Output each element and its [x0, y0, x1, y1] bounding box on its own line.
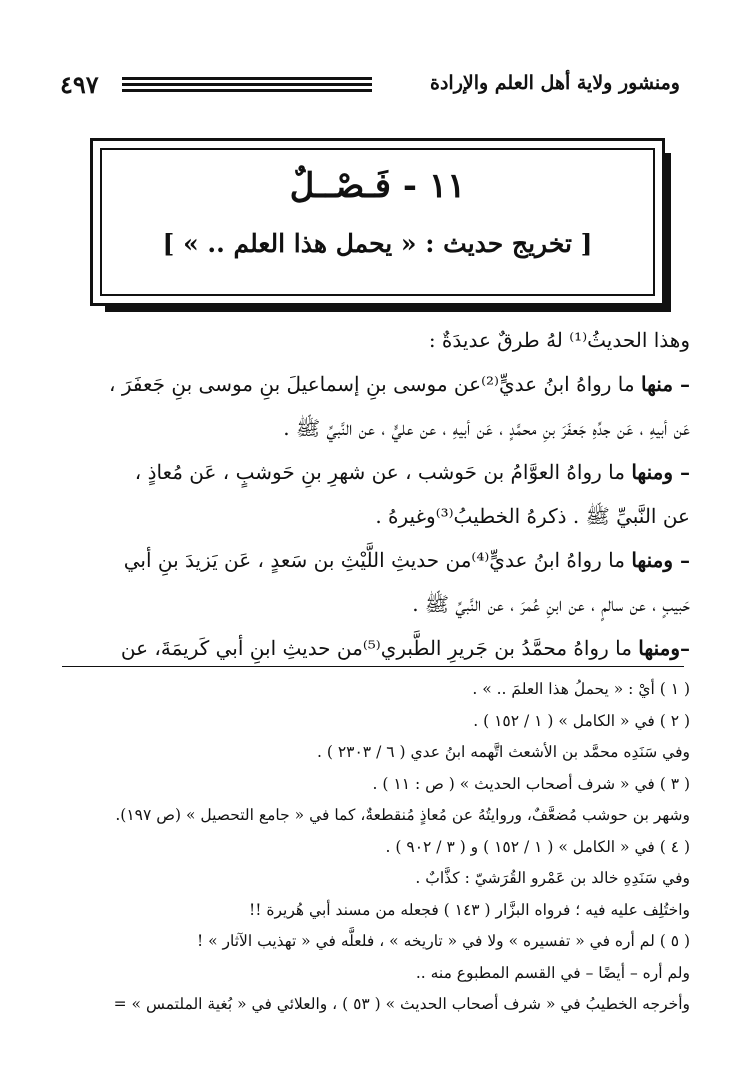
- body-line: عَن أبيهِ ، عَن جدِّهِ جَعفَرَ بنِ محمَّدٍ ، عَن أبيهِ ، عن عليٍّ ، عن النَّبيِّ ﷺ .: [283, 416, 690, 440]
- body-line: [50, 450, 690, 494]
- footnote-line: ولم أره – أيضًا – في القسم المطبوع منه ..: [415, 963, 690, 982]
- footnote-line: واختُلِف عليه فيه ؛ فرواه البزَّار ( ١٤٣ ) فجعله من مسند أبي هُريرة !!: [249, 900, 690, 919]
- footnote-line: وفي سَنَدِه محمَّد بن الأشعث اتَّهمه ابنُ عدي ( ٦ / ٢٣٠٣ ) .: [317, 743, 690, 761]
- chapter-title: ١١ - فَـصْــلٌ: [289, 166, 466, 206]
- chapter-heading-box: [90, 138, 665, 306]
- line-lead: – منها: [640, 372, 690, 396]
- body-text: [50, 318, 690, 670]
- footnotes: [50, 674, 690, 1021]
- header-rule: [122, 77, 372, 95]
- line-lead: – ومنها: [631, 548, 690, 572]
- footnote-separator: [62, 666, 684, 667]
- footnote-line: ( ٢ ) في « الكامل » ( ١ / ١٥٢ ) .: [473, 711, 690, 730]
- line-text: ما رواهُ ابنُ عديٍّ⁽²⁾عن موسى بنِ إسماعيلَ بنِ موسى بنِ جَعفَرَ ،: [109, 372, 641, 396]
- body-line: عن النَّبيِّ ﷺ . ذكرهُ الخطيبُ⁽³⁾وغيرهُ .: [375, 504, 690, 528]
- footnote-line: وفي سَنَدِهِ خالد بن عَمْرو القُرَشيّ : كذَّابٌ .: [415, 869, 690, 887]
- chapter-subtitle: [ تخريج حديث : « يحمل هذا العلم .. » ]: [162, 229, 593, 258]
- footnote-line: ( ٤ ) في « الكامل » ( ١ / ١٥٢ ) و ( ٣ / ٩٠٢ ) .: [385, 837, 690, 856]
- line-text: ما رواهُ ابنُ عديٍّ⁽⁴⁾من حديثِ اللَّيْثِ بن سَعدٍ ، عَن يَزيدَ بنِ أبي: [123, 548, 632, 572]
- box-shadow-right: [662, 153, 671, 312]
- footnote-line: ( ٣ ) في « شرف أصحاب الحديث » ( ص : ١١ ) .: [372, 774, 690, 793]
- page-header: [60, 70, 680, 104]
- line-lead: – ومنها: [631, 460, 690, 484]
- line-lead: –ومنها: [638, 636, 690, 660]
- body-line: [50, 362, 690, 406]
- line-text: ما رواهُ محمَّدُ بن جَريرِ الطَّبري⁽⁵⁾من حديثِ ابنِ أبي كَريمَةَ، عن: [120, 636, 639, 660]
- body-line: [50, 538, 690, 582]
- footnote-line: وشهر بن حوشب مُضعَّفٌ، وروايتُهُ عن مُعاذٍ مُنقطعةٌ، كما في « جامع التحصيل » (ص ١٩٧).: [115, 806, 690, 824]
- body-line: حَبيبٍ ، عن سالمٍ ، عن ابنِ عُمرَ ، عن النَّبيِّ ﷺ .: [412, 592, 690, 616]
- footnote-line: ( ٥ ) لم أره في « تفسيره » ولا في « تاريخه » ، فلعلَّه في « تهذيب الآثار » !: [196, 932, 690, 950]
- page-number: ٤٩٧: [60, 70, 99, 99]
- footnote-line: ( ١ ) أيْ : « يحملُ هذا العلمَ .. » .: [472, 680, 690, 698]
- box-shadow-bottom: [105, 303, 671, 312]
- line-text: ما رواهُ العوَّامُ بن حَوشب ، عن شهرِ بنِ حَوشبٍ ، عَن مُعاذٍ ،: [134, 460, 632, 484]
- body-line: [50, 626, 690, 670]
- body-line: وهذا الحديثُ⁽¹⁾ لهُ طرقٌ عديدَةٌ :: [428, 328, 690, 352]
- running-title: ومنشور ولاية أهل العلم والإرادة: [430, 72, 680, 94]
- footnote-line: وأخرجه الخطيبُ في « شرف أصحاب الحديث » ( ٥٣ ) ، والعلائي في « بُغية الملتمس » =: [113, 995, 690, 1013]
